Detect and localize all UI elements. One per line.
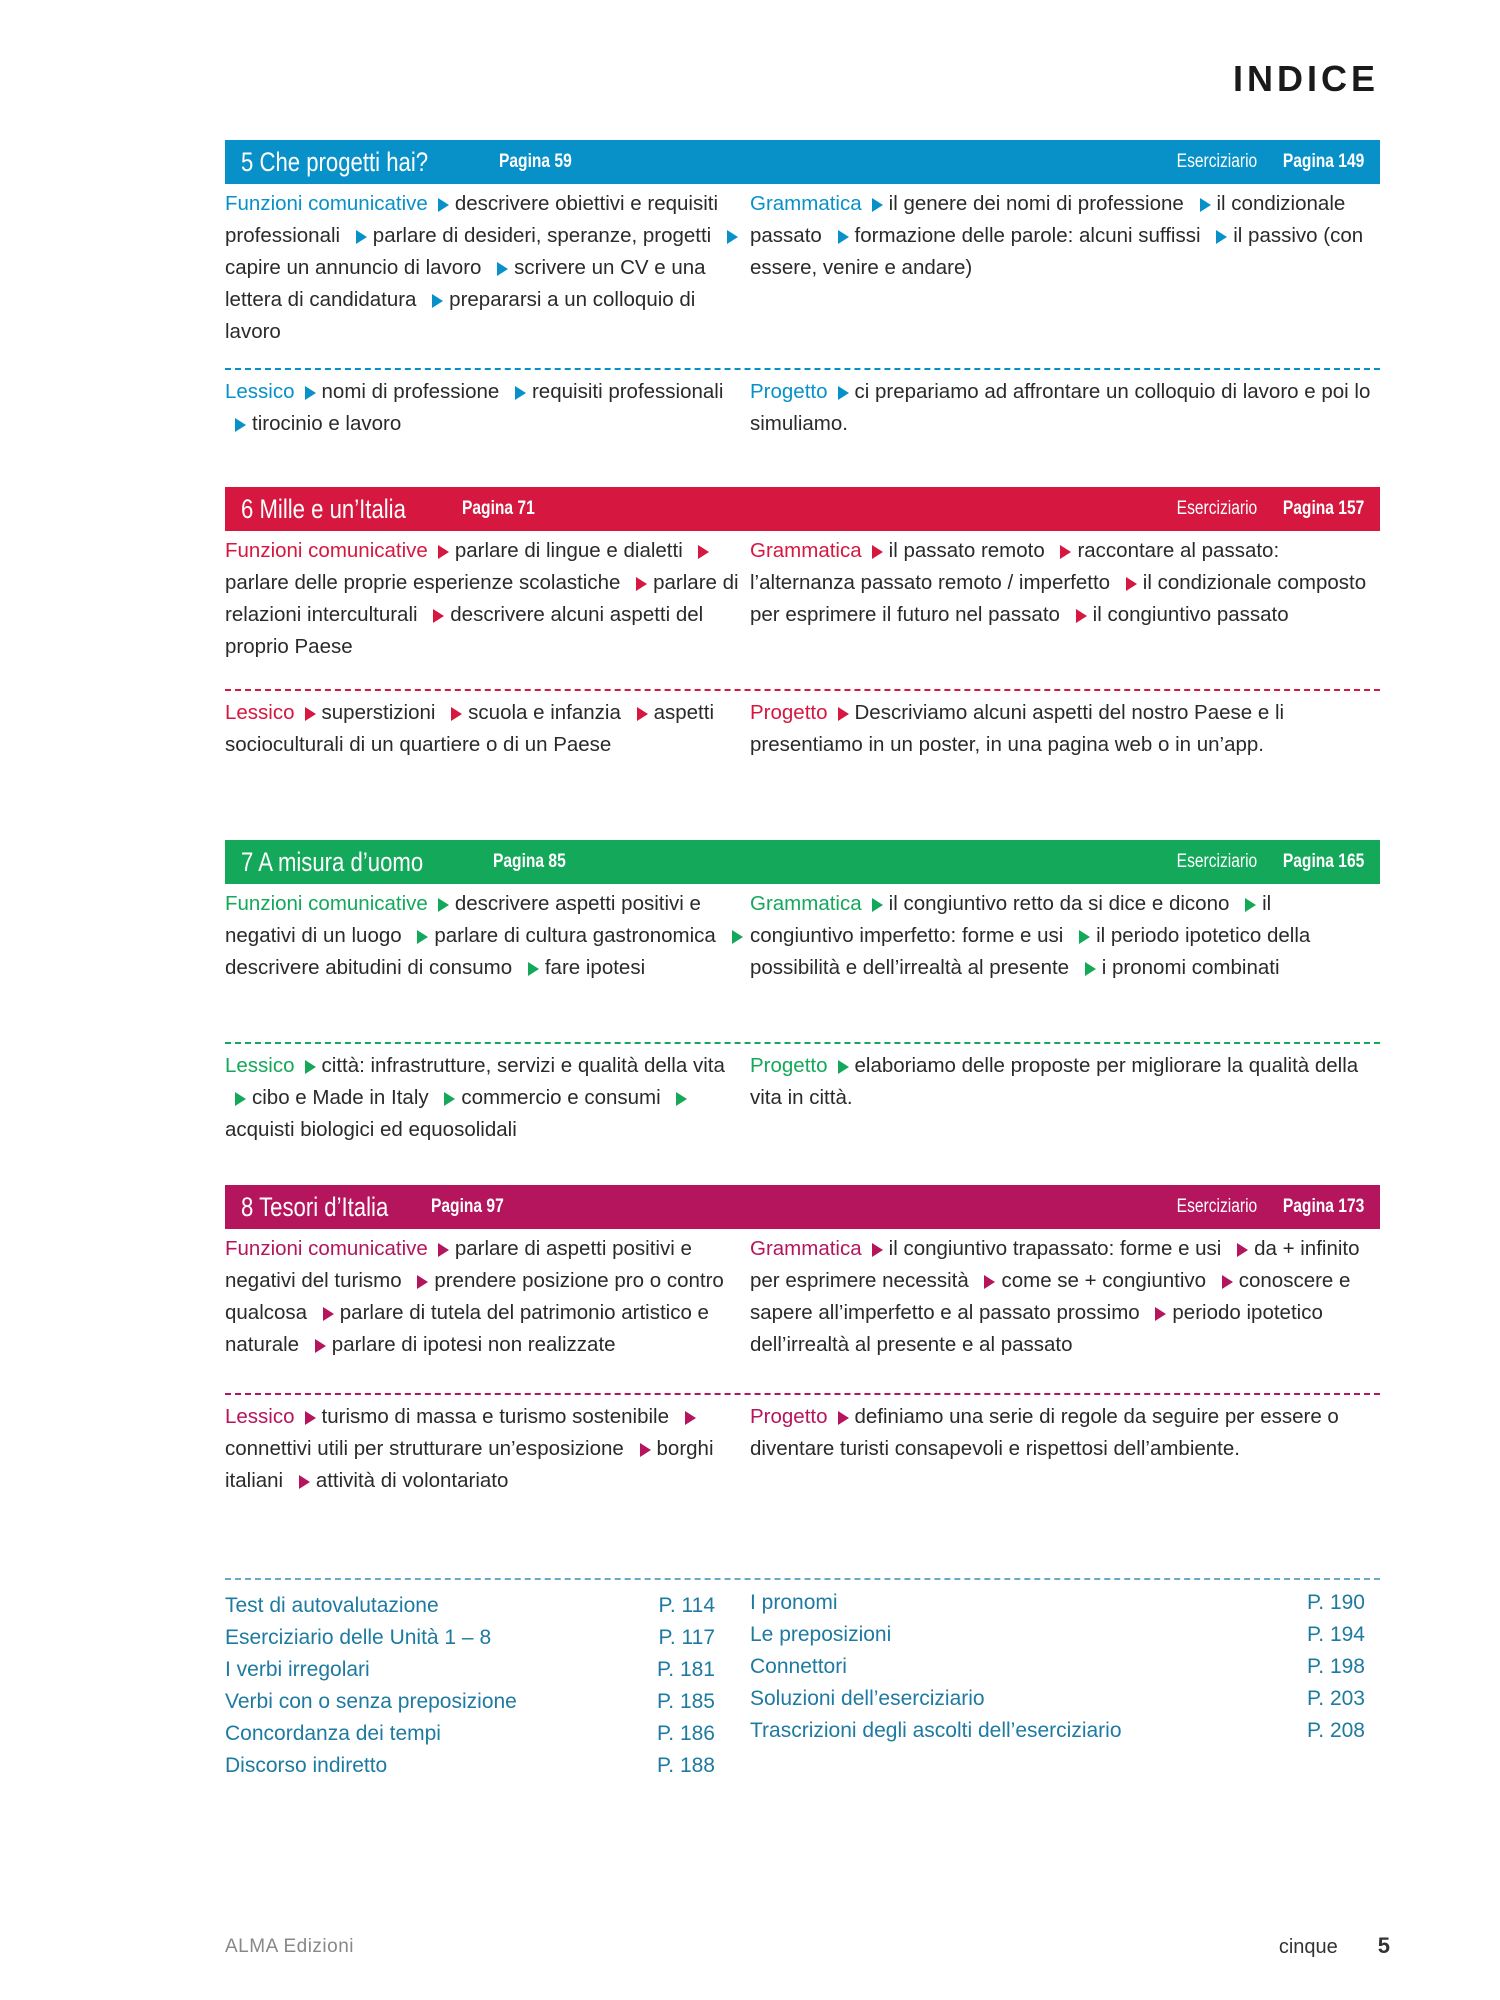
- funzione-item: parlare di cultura gastronomica: [434, 924, 716, 947]
- arrow-icon: [451, 707, 462, 721]
- unit-main-row: [225, 184, 1380, 368]
- grammatica-item: come se + congiuntivo: [1001, 1269, 1207, 1292]
- reference-label: Connettori: [750, 1655, 847, 1678]
- funzione-item: scrivere un CV e una lettera di candidatura: [225, 256, 706, 311]
- unit-block: [225, 140, 1380, 440]
- arrow-icon: [1200, 198, 1211, 212]
- unit-main-row: [225, 1229, 1380, 1393]
- reference-page: P. 194: [1306, 1623, 1365, 1646]
- arrow-icon: [444, 1092, 455, 1106]
- lessico-item: requisiti professionali: [531, 380, 724, 403]
- unit-sub-row: [225, 691, 1380, 761]
- lessico-section: [225, 1401, 750, 1497]
- grammatica-item: periodo ipotetico dell’irrealtà al presente e al passato: [750, 1301, 1323, 1356]
- funzioni-label: Funzioni comunicative: [225, 539, 428, 562]
- arrow-icon: [497, 262, 508, 276]
- reference-item[interactable]: [225, 1654, 715, 1686]
- arrow-icon: [528, 962, 539, 976]
- reference-item[interactable]: [225, 1590, 715, 1622]
- arrow-icon: [305, 707, 316, 721]
- reference-item[interactable]: [750, 1651, 1365, 1683]
- funzione-item: parlare di lingue e dialetti: [454, 539, 683, 562]
- arrow-icon: [838, 1411, 849, 1425]
- references-divider: [225, 1578, 1380, 1580]
- eserciziario-label: Eserciziario: [1176, 498, 1257, 519]
- reference-item[interactable]: [750, 1619, 1365, 1651]
- unit-title: 5 Che progetti hai?: [241, 146, 429, 177]
- reference-page: P. 208: [1306, 1719, 1365, 1742]
- lessico-label: Lessico: [225, 1054, 295, 1077]
- funzioni-section: [225, 188, 750, 368]
- arrow-icon: [727, 230, 738, 244]
- eserciziario-label: Eserciziario: [1176, 151, 1257, 172]
- funzione-item: parlare di relazioni interculturali: [225, 571, 739, 626]
- funzione-item: parlare di aspetti positivi e negativi del turismo: [225, 1237, 692, 1292]
- unit-header[interactable]: [225, 1185, 1380, 1229]
- grammatica-item: il congiuntivo imperfetto: forme e usi: [750, 892, 1272, 947]
- reference-item[interactable]: [225, 1686, 715, 1718]
- arrow-icon: [315, 1339, 326, 1353]
- arrow-icon: [838, 707, 849, 721]
- lessico-section: [225, 697, 750, 761]
- arrow-icon: [685, 1411, 696, 1425]
- funzioni-section: [225, 888, 750, 1042]
- reference-page: P. 203: [1306, 1687, 1365, 1710]
- arrow-icon: [515, 386, 526, 400]
- progetto-text: ci prepariamo ad affrontare un colloquio di lavoro e poi lo simuliamo.: [750, 380, 1371, 435]
- unit-sub-row: [225, 370, 1380, 440]
- reference-label: Test di autovalutazione: [225, 1594, 439, 1617]
- unit-sub-row: [225, 1044, 1380, 1146]
- grammatica-item: il condizionale composto per esprimere il futuro nel passato: [750, 571, 1367, 626]
- funzione-item: parlare di ipotesi non realizzate: [331, 1333, 616, 1356]
- arrow-icon: [438, 198, 449, 212]
- reference-page: P. 188: [656, 1754, 715, 1777]
- arrow-icon: [676, 1092, 687, 1106]
- reference-page: P. 198: [1306, 1655, 1365, 1678]
- arrow-icon: [1216, 230, 1227, 244]
- publisher-name: ALMA Edizioni: [225, 1936, 355, 1957]
- progetto-text: definiamo una serie di regole da seguire per essere o diventare turisti consapevoli e rispettosi dell’ambiente.: [750, 1405, 1339, 1460]
- progetto-text: elaboriamo delle proposte per migliorare la qualità della vita in città.: [750, 1054, 1359, 1109]
- progetto-label: Progetto: [750, 701, 828, 724]
- grammatica-item: formazione delle parole: alcuni suffissi: [854, 224, 1201, 247]
- arrow-icon: [698, 545, 709, 559]
- eserciziario-label: Eserciziario: [1176, 851, 1257, 872]
- arrow-icon: [640, 1443, 651, 1457]
- unit-page: Pagina 85: [493, 851, 566, 872]
- arrow-icon: [1237, 1243, 1248, 1257]
- arrow-icon: [872, 1243, 883, 1257]
- progetto-section: [750, 1050, 1380, 1114]
- lessico-label: Lessico: [225, 380, 295, 403]
- arrow-icon: [323, 1307, 334, 1321]
- arrow-icon: [305, 1411, 316, 1425]
- unit-page: Pagina 71: [462, 498, 535, 519]
- funzioni-section: [225, 1233, 750, 1393]
- reference-page: P. 114: [658, 1594, 715, 1617]
- arrow-icon: [299, 1475, 310, 1489]
- lessico-section: [225, 376, 750, 440]
- eserciziario-page: Pagina 173: [1282, 1196, 1364, 1217]
- lessico-item: scuola e infanzia: [468, 701, 621, 724]
- arrow-icon: [1126, 577, 1137, 591]
- grammatica-item: il congiuntivo passato: [1092, 603, 1289, 626]
- progetto-label: Progetto: [750, 1054, 828, 1077]
- arrow-icon: [1245, 898, 1256, 912]
- arrow-icon: [438, 1243, 449, 1257]
- reference-label: Le preposizioni: [750, 1623, 892, 1646]
- unit-block: [225, 487, 1380, 761]
- reference-label: Eserciziario delle Unità 1 – 8: [225, 1626, 492, 1649]
- progetto-label: Progetto: [750, 380, 828, 403]
- eserciziario-page: Pagina 157: [1282, 498, 1364, 519]
- page-word: cinque: [1278, 1936, 1338, 1958]
- arrow-icon: [636, 577, 647, 591]
- eserciziario-label: Eserciziario: [1176, 1196, 1257, 1217]
- unit-header[interactable]: [225, 487, 1380, 531]
- grammatica-label: Grammatica: [750, 892, 862, 915]
- eserciziario-page: Pagina 165: [1282, 851, 1364, 872]
- arrow-icon: [1076, 609, 1087, 623]
- grammatica-label: Grammatica: [750, 539, 862, 562]
- arrow-icon: [838, 386, 849, 400]
- unit-sub-row: [225, 1395, 1380, 1497]
- progetto-section: [750, 697, 1380, 761]
- arrow-icon: [872, 545, 883, 559]
- funzioni-label: Funzioni comunicative: [225, 1237, 428, 1260]
- reference-page: P. 186: [656, 1722, 715, 1745]
- funzione-item: parlare di tutela del patrimonio artistico e naturale: [225, 1301, 709, 1356]
- unit-title: 7 A misura d’uomo: [241, 846, 424, 877]
- page-footer: [1279, 1933, 1390, 1959]
- lessico-item: connettivi utili per strutturare un’esposizione: [225, 1437, 624, 1460]
- reference-item[interactable]: [225, 1718, 715, 1750]
- unit-page: Pagina 97: [430, 1196, 504, 1217]
- funzione-item: descrivere aspetti positivi e negativi di un luogo: [225, 892, 701, 947]
- lessico-item: commercio e consumi: [461, 1086, 661, 1109]
- funzione-item: fare ipotesi: [544, 956, 646, 979]
- arrow-icon: [438, 545, 449, 559]
- grammatica-label: Grammatica: [750, 1237, 862, 1260]
- grammatica-item: da + infinito per esprimere necessità: [750, 1237, 1360, 1292]
- arrow-icon: [838, 230, 849, 244]
- arrow-icon: [1155, 1307, 1166, 1321]
- unit-block: [225, 840, 1380, 1146]
- lessico-item: città: infrastrutture, servizi e qualità della vita: [321, 1054, 725, 1077]
- unit-title: 8 Tesori d’Italia: [241, 1191, 389, 1222]
- arrow-icon: [305, 1060, 316, 1074]
- unit-main-row: [225, 884, 1380, 1042]
- grammatica-item: il periodo ipotetico della possibilità e dell’irrealtà al presente: [750, 924, 1311, 979]
- funzione-item: prepararsi a un colloquio di lavoro: [225, 288, 696, 343]
- funzione-item: capire un annuncio di lavoro: [225, 256, 482, 279]
- funzioni-label: Funzioni comunicative: [225, 892, 428, 915]
- lessico-item: superstizioni: [321, 701, 436, 724]
- arrow-icon: [872, 898, 883, 912]
- grammatica-item: raccontare al passato: l’alternanza passato remoto / imperfetto: [750, 539, 1280, 594]
- arrow-icon: [1222, 1275, 1233, 1289]
- arrow-icon: [1079, 930, 1090, 944]
- grammatica-label: Grammatica: [750, 192, 862, 215]
- arrow-icon: [432, 294, 443, 308]
- progetto-section: [750, 1401, 1380, 1465]
- reference-label: I pronomi: [750, 1591, 838, 1614]
- reference-page: P. 185: [656, 1690, 715, 1713]
- reference-page: P. 190: [1306, 1591, 1365, 1614]
- lessico-item: aspetti socioculturali di un quartiere o di un Paese: [225, 701, 714, 756]
- unit-title: 6 Mille e un’Italia: [241, 493, 406, 524]
- grammatica-section: [750, 535, 1380, 631]
- reference-label: Discorso indiretto: [225, 1754, 388, 1777]
- grammatica-section: [750, 1233, 1380, 1361]
- funzioni-label: Funzioni comunicative: [225, 192, 428, 215]
- lessico-item: acquisti biologici ed equosolidali: [225, 1118, 517, 1141]
- progetto-section: [750, 376, 1380, 440]
- funzione-item: descrivere alcuni aspetti del proprio Paese: [225, 603, 704, 658]
- reference-label: Trascrizioni degli ascolti dell’eserciziario: [750, 1719, 1122, 1742]
- arrow-icon: [235, 1092, 246, 1106]
- arrow-icon: [1060, 545, 1071, 559]
- arrow-icon: [732, 930, 743, 944]
- grammatica-item: il condizionale passato: [750, 192, 1346, 247]
- grammatica-item: il passato remoto: [888, 539, 1045, 562]
- unit-page: Pagina 59: [499, 151, 572, 172]
- funzione-item: parlare delle proprie esperienze scolastiche: [225, 571, 621, 594]
- funzioni-section: [225, 535, 750, 689]
- reference-page: P. 181: [656, 1658, 715, 1681]
- reference-item[interactable]: [750, 1683, 1365, 1715]
- grammatica-item: il passivo (con essere, venire e andare): [750, 224, 1364, 279]
- arrow-icon: [438, 898, 449, 912]
- grammatica-item: i pronomi combinati: [1101, 956, 1280, 979]
- arrow-icon: [417, 930, 428, 944]
- lessico-item: cibo e Made in Italy: [252, 1086, 429, 1109]
- reference-label: Verbi con o senza preposizione: [225, 1690, 517, 1713]
- grammatica-item: il congiuntivo retto da si dice e dicono: [888, 892, 1230, 915]
- reference-item[interactable]: [750, 1715, 1365, 1747]
- lessico-item: borghi italiani: [225, 1437, 714, 1492]
- lessico-item: nomi di professione: [321, 380, 500, 403]
- arrow-icon: [1085, 962, 1096, 976]
- arrow-icon: [417, 1275, 428, 1289]
- grammatica-section: [750, 888, 1380, 984]
- grammatica-item: il congiuntivo trapassato: forme e usi: [888, 1237, 1222, 1260]
- progetto-text: Descriviamo alcuni aspetti del nostro Paese e li presentiamo in un poster, in una pagina web o in un’app.: [750, 701, 1285, 756]
- unit-main-row: [225, 531, 1380, 689]
- page-number: 5: [1377, 1933, 1390, 1958]
- grammatica-section: [750, 188, 1380, 284]
- funzione-item: descrivere obiettivi e requisiti professionali: [225, 192, 719, 247]
- reference-item[interactable]: [750, 1587, 1365, 1619]
- eserciziario-page: Pagina 149: [1282, 151, 1364, 172]
- funzione-item: descrivere abitudini di consumo: [225, 956, 513, 979]
- unit-header[interactable]: [225, 140, 1380, 184]
- funzione-item: prendere posizione pro o contro qualcosa: [225, 1269, 724, 1324]
- reference-label: I verbi irregolari: [225, 1658, 370, 1681]
- grammatica-item: conoscere e sapere all’imperfetto e al passato prossimo: [750, 1269, 1351, 1324]
- unit-block: [225, 1185, 1380, 1497]
- arrow-icon: [235, 418, 246, 432]
- lessico-item: attività di volontariato: [315, 1469, 509, 1492]
- reference-label: Soluzioni dell’eserciziario: [750, 1687, 985, 1710]
- arrow-icon: [433, 609, 444, 623]
- grammatica-item: il genere dei nomi di professione: [888, 192, 1184, 215]
- reference-label: Concordanza dei tempi: [225, 1722, 441, 1745]
- arrow-icon: [305, 386, 316, 400]
- arrow-icon: [637, 707, 648, 721]
- lessico-label: Lessico: [225, 1405, 295, 1428]
- progetto-label: Progetto: [750, 1405, 828, 1428]
- arrow-icon: [872, 198, 883, 212]
- arrow-icon: [984, 1275, 995, 1289]
- reference-page: P. 117: [658, 1626, 715, 1649]
- reference-item[interactable]: [225, 1750, 715, 1782]
- lessico-label: Lessico: [225, 701, 295, 724]
- unit-header[interactable]: [225, 840, 1380, 884]
- lessico-section: [225, 1050, 750, 1146]
- reference-item[interactable]: [225, 1622, 715, 1654]
- arrow-icon: [356, 230, 367, 244]
- lessico-item: turismo di massa e turismo sostenibile: [321, 1405, 670, 1428]
- lessico-item: tirocinio e lavoro: [252, 412, 402, 435]
- arrow-icon: [838, 1060, 849, 1074]
- funzione-item: parlare di desideri, speranze, progetti: [372, 224, 712, 247]
- page-title: INDICE: [1232, 58, 1379, 99]
